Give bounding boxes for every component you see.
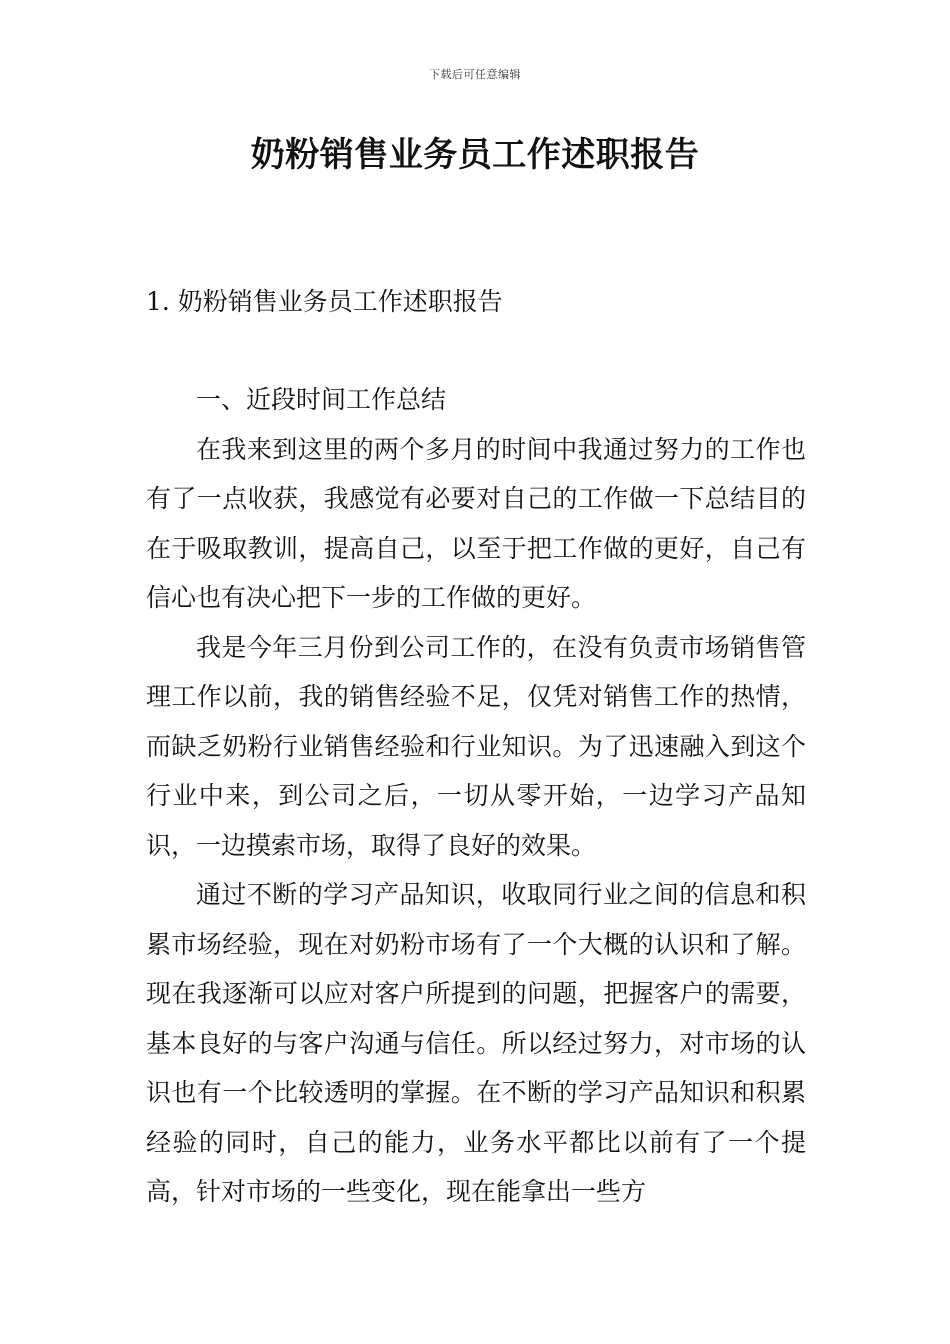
paragraph: 通过不断的学习产品知识，收取同行业之间的信息和积累市场经验，现在对奶粉市场有了一个大概的认识和了解。现在我逐渐可以应对客户所提到的问题，把握客户的需要，基本良好的与客户沟通与信任。所以经过努力，对市场的认识也有一个比较透明的掌握。在不断的学习产品知识和积累经验的同时，自己的能力，业务水平都比以前有了一个提高，针对市场的一些变化，现在能拿出一些方: [146, 880, 806, 1206]
body-text: [146, 375, 806, 1217]
document-title: 奶粉销售业务员工作述职报告: [250, 135, 700, 175]
header-note: 下载后可任意编辑: [429, 68, 521, 81]
paragraph: 在我来到这里的两个多月的时间中我通过努力的工作也有了一点收获，我感觉有必要对自己的工作做一下总结目的在于吸取教训，提高自己，以至于把工作做的更好，自己有信心也有决心把下一步的工作做的更好。: [146, 434, 806, 612]
paragraph: 我是今年三月份到公司工作的，在没有负责市场销售管理工作以前，我的销售经验不足，仅凭对销售工作的热情，而缺乏奶粉行业销售经验和行业知识。为了迅速融入到这个行业中来，到公司之后，一切从零开始，一边学习产品知识，一边摸索市场，取得了良好的效果。: [146, 632, 806, 860]
section-heading: 1. 奶粉销售业务员工作述职报告: [146, 287, 503, 316]
paragraph-subheading: 一、近段时间工作总结: [196, 385, 447, 414]
